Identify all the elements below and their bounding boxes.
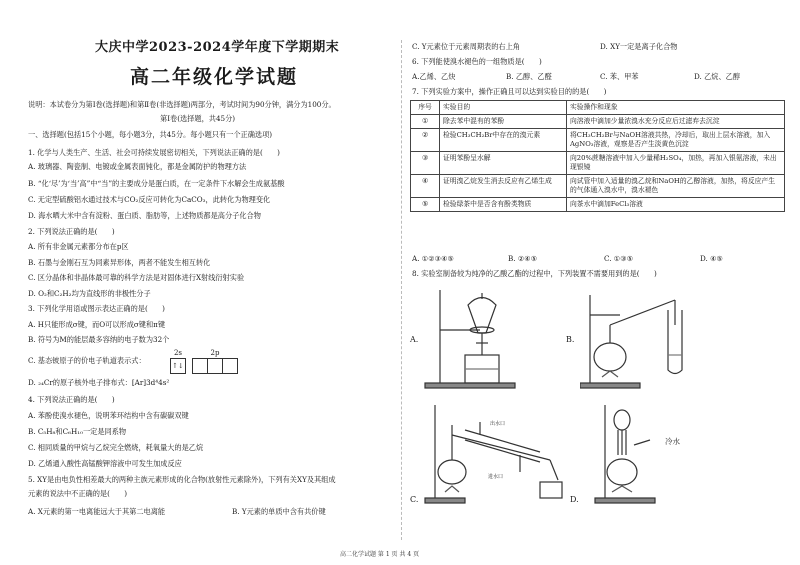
q4-option-a: A. 苯酚使溴水褪色，说明苯环结构中含有碳碳双键 [28,411,189,420]
orbital-2p-box [208,359,223,374]
q7-option-b: B. ②④⑤ [508,254,538,263]
q6-option-a: A.乙烯、乙炔 [412,72,456,81]
exam-note: 说明：本试卷分为第Ⅰ卷(选择题)和第Ⅱ卷(非选择题)两部分，考试时间为90分钟，满分为100分。 [28,100,336,109]
apparatus-cold-water-bath [590,400,700,505]
q2-option-c: C. 区分晶体和非晶体最可靠的科学方法是对固体进行X射线衍射实验 [28,273,245,282]
table-row [411,152,785,175]
q7-row-purpose: 检验CH₃CH₂Br中存在的溴元素 [440,129,567,152]
choice-instructions: 一、选择题(包括15个小题，每小题3分，共45分。每小题只有一个正确选项) [28,130,273,139]
orbital-diagram [170,348,238,374]
q4-option-c: C. 相同质量的甲烷与乙烷完全燃烧，耗氧量大的是乙烷 [28,443,204,452]
q7-row-purpose: 检验绿茶中是否含有酚类物质 [440,198,567,212]
q1-option-c: C. 无定型硫酸铝水通过技术与CO₂反应可转化为CaCO₃，此转化为物理变化 [28,195,271,204]
q7-row-no: ⑤ [411,198,440,212]
q7-row-operation: 向试管中加入适量的溴乙烷和NaOH的乙醇溶液，加热，将反应产生的气体通入溴水中，溴水褪色 [567,175,785,198]
q3-option-c-text: C. 基态铍原子的价电子轨道表示式： [28,356,146,365]
section-1-heading: 第Ⅰ卷(选择题，共45分) [160,114,236,123]
q8-option-a: A. [410,335,419,344]
q1-option-b: B. “化‘尽’为‘当’高”中“当”的主要成分是蛋白质，在一定条件下水解会生成氨基酸 [28,179,285,188]
q7-header-operation: 实验操作和现象 [567,101,785,115]
q2-option-a: A. 所有非金属元素都分布在p区 [28,242,129,251]
cold-water-label: 冷水 [665,437,680,446]
q4-stem: 4. 下列说法正确的是( ) [28,395,115,404]
q5-stem: 5. XY是由电负性相差最大的两种主族元素形成的化合物(放射性元素除外)，下列有关XY及其组成 [28,475,336,484]
q2-option-d: D. O₂和C₂H₂均为直线形的非极性分子 [28,289,151,298]
q7-row-no: ① [411,115,440,129]
q6-option-b: B. 乙醇、乙醛 [506,72,552,81]
q7-header-purpose: 实验目的 [440,101,567,115]
q8-option-b: B. [566,335,575,344]
table-row [411,175,785,198]
q8-option-d: D. [570,495,579,504]
q5-option-a: A. X元素的第一电离能远大于其第二电离能 [28,507,166,516]
q1-option-d: D. 海水晒大米中含有淀粉、蛋白质、脂肪等，上述物质都是高分子化合物 [28,211,261,220]
q2-option-b: B. 石墨与金刚石互为同素异形体，两者不能发生相互转化 [28,258,211,267]
q7-row-purpose: 除去苯中混有的苯酚 [440,115,567,129]
q6-stem: 6. 下列能使溴水褪色的一组物质是( ) [412,57,542,66]
q4-option-d: D. 乙烯通入酸性高锰酸钾溶液中可发生加成反应 [28,459,182,468]
apparatus-heating-distillation [580,285,695,390]
q4-option-b: B. C₅H₈和C₆H₁₀一定是同系物 [28,427,127,436]
water-inlet-label: 进水口 [488,474,504,480]
apparatus-separatory-funnel [420,285,540,390]
q7-row-operation: 向20%蔗糖溶液中加入少量稀H₂SO₄，加热，再加入银氨溶液，未出现银镜 [567,152,785,175]
q8-option-c: C. [410,495,419,504]
q6-option-d: D. 乙烷、乙醇 [694,72,741,81]
q7-row-no: ② [411,129,440,152]
q7-option-a: A. ①②③④⑤ [412,254,454,263]
q3-option-d: D. ₂₄Cr的原子核外电子排布式：[Ar]3d⁴4s² [28,378,170,387]
q3-option-c [28,356,146,366]
q5-option-b: B. Y元素的单质中含有共价键 [232,507,326,516]
q7-stem: 7. 下列实验方案中，操作正确且可以达到实验目的的是( ) [412,87,607,96]
orbital-2s-box: ↑↓ [171,359,186,374]
q7-table [410,100,785,212]
apparatus-condenser-distillation [420,400,570,505]
q7-row-no: ③ [411,152,440,175]
table-row [411,115,785,129]
q7-option-c: C. ①③⑤ [604,254,634,263]
q7-row-purpose: 证明苯酚呈水解 [440,152,567,175]
q7-row-operation: 向茶水中滴加FeCl₃溶液 [567,198,785,212]
exam-title: 高二年级化学试题 [130,66,299,88]
table-row [411,198,785,212]
orbital-2p-box [193,359,208,374]
school-term-heading: 大庆中学2023-2024学年度下学期期末 [95,40,340,55]
q5-stem-cont: 元素的说法中不正确的是( ) [28,489,128,498]
q5-option-c: C. Y元素位于元素周期表的右上角 [412,42,520,51]
q7-row-no: ④ [411,175,440,198]
q7-header-no: 序号 [411,101,440,115]
q3-option-b: B. 符号为M的能层最多容纳的电子数为32个 [28,335,170,344]
q1-stem: 1. 化学与人类生产、生活、社会可持续发展密切相关，下列说法正确的是( ) [28,148,280,157]
orbital-2p-label: 2p [210,349,220,357]
q3-stem: 3. 下列化学用语或图示表达正确的是( ) [28,304,165,313]
orbital-2p-box [223,359,238,374]
column-divider [401,40,402,540]
q2-stem: 2. 下列说法正确的是( ) [28,227,115,236]
q1-option-a: A. 玻璃器、陶瓷制、电镀或金属表面钝化，都是金属防护的物理方法 [28,162,247,171]
water-outlet-label: 出水口 [490,421,506,427]
q7-row-operation: 向溶液中滴加少量浓溴水充分反应后过滤弃去沉淀 [567,115,785,129]
q7-row-purpose: 证明溴乙烷发生消去反应有乙烯生成 [440,175,567,198]
q6-option-c: C. 苯、甲苯 [600,72,639,81]
orbital-2s-label: 2s [173,349,183,357]
page-footer: 高二化学试题 第 1 页 共 4 页 [340,551,420,558]
q7-table-header [411,101,785,115]
q8-stem: 8. 实验室制备较为纯净的乙酸乙酯的过程中，下列装置不需要用到的是( ) [412,269,657,278]
q7-option-d: D. ④⑤ [700,254,723,263]
table-row [411,129,785,152]
q5-option-d: D. XY一定是离子化合物 [600,42,678,51]
q3-option-a: A. H只能形成σ键，而O可以形成σ键和π键 [28,320,166,329]
q7-row-operation: 将CH₃CH₂Br与NaOH溶液共热，冷却后，取出上层水溶液，加入AgNO₃溶液，观察是否产生淡黄色沉淀 [567,129,785,152]
